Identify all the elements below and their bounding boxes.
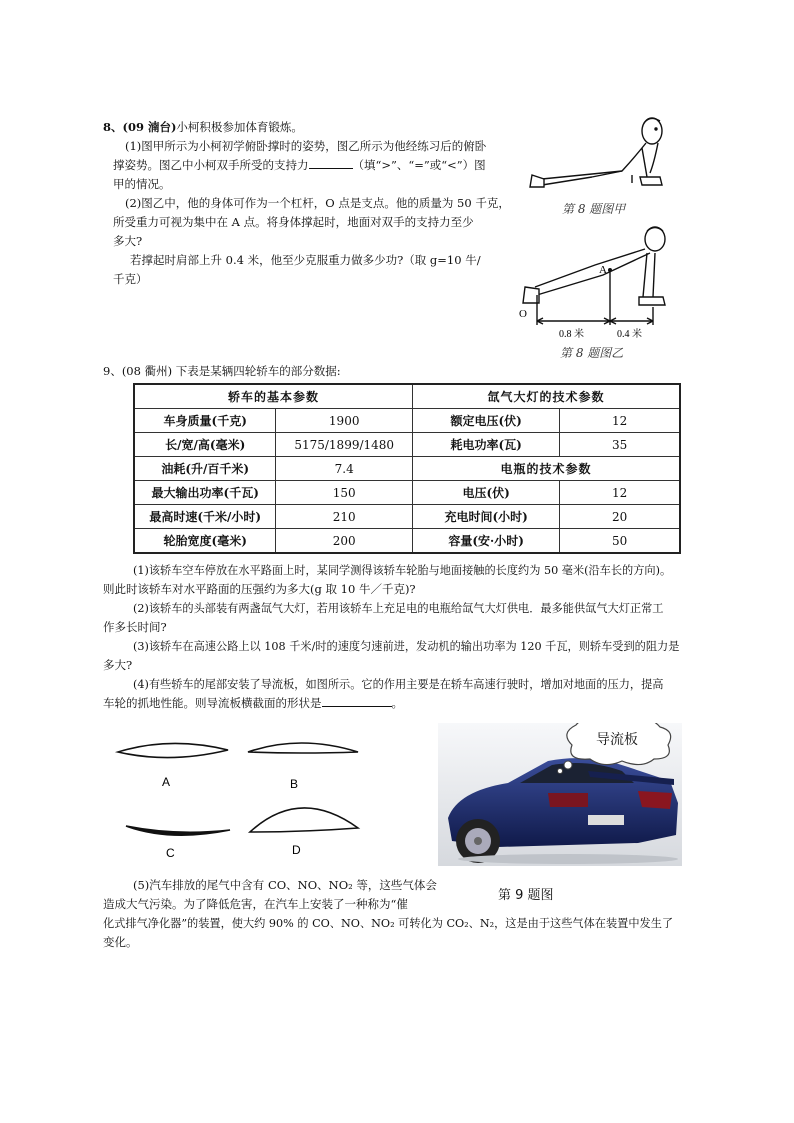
q8-part1-line2a: 撑姿势。图乙中小柯双手所受的支持力 — [113, 158, 309, 172]
q9-sub5-line4: 变化。 — [103, 935, 138, 949]
shape-label-b: B — [290, 777, 299, 791]
table-cell: 最高时速(千米/小时) — [134, 505, 276, 529]
table-cell: 12 — [560, 409, 680, 433]
table-cell: 5175/1899/1480 — [276, 433, 413, 457]
q8-figure-b-label-o: O — [519, 308, 527, 320]
table-header-lamp: 氙气大灯的技术参数 — [412, 384, 680, 409]
q8-figure-a-caption: 第 8 题图甲 — [562, 202, 626, 216]
q9-car-photo — [438, 723, 682, 866]
table-cell: 12 — [560, 481, 680, 505]
table-cell: 充电时间(小时) — [412, 505, 559, 529]
q8-heading — [103, 118, 303, 137]
q8-figure-b-caption: 第 8 题图乙 — [560, 346, 624, 360]
q9-sub5-line2: 造成大气污染。为了降低危害，在汽车上安装了一种称为“催 — [103, 897, 408, 911]
q8-figure-b — [515, 225, 675, 343]
bubble-label: 导流板 — [596, 732, 638, 748]
q9-sub4-line2 — [103, 694, 403, 713]
q9-sub2-line1: (2)该轿车的头部装有两盏氙气大灯，若用该轿车上充足电的电瓶给氙气大灯供电．最多能供氙气大灯正常工 — [133, 602, 664, 615]
table-cell: 耗电功率(瓦) — [412, 433, 559, 457]
table-cell: 200 — [276, 529, 413, 554]
table-row — [134, 433, 680, 457]
table-row — [134, 529, 680, 554]
table-row — [134, 384, 680, 409]
table-cell: 35 — [560, 433, 680, 457]
q8-figure-a — [522, 113, 672, 193]
table-header-battery: 电瓶的技术参数 — [412, 457, 680, 481]
table-row — [134, 481, 680, 505]
q8-part2-line2: 所受重力可视为集中在 A 点。将身体撑起时，地面对双手的支持力至少 — [113, 215, 474, 229]
table-cell: 电压(伏) — [412, 481, 559, 505]
table-cell: 最大输出功率(千瓦) — [134, 481, 276, 505]
q9-sub4-line1: (4)有些轿车的尾部安装了导流板，如图所示。它的作用主要是在轿车高速行驶时，增加对地面的压力，提高 — [133, 678, 664, 691]
q9-shapes-figure — [110, 730, 390, 865]
table-row — [134, 409, 680, 433]
table-cell: 车身质量(千克) — [134, 409, 276, 433]
table-cell: 150 — [276, 481, 413, 505]
q9-answer-blank[interactable] — [322, 694, 392, 707]
shape-d — [250, 808, 358, 832]
q9-sub4-line2b: 。 — [391, 696, 403, 710]
table-cell: 20 — [560, 505, 680, 529]
table-cell: 50 — [560, 529, 680, 554]
shape-c — [126, 826, 230, 835]
q8-number: 8、(09 湳台) — [103, 120, 177, 134]
q8-figure-b-dim2: 0.4 米 — [617, 329, 642, 340]
shape-b — [248, 743, 358, 753]
table-row — [134, 457, 680, 481]
q8-part3-line1: 若撑起时肩部上升 0.4 米，他至少克服重力做多少功?（取 g=10 牛/ — [130, 253, 481, 267]
q9-sub4-line2a: 车轮的抓地性能。则导流板横截面的形状是 — [103, 696, 322, 710]
q8-answer-blank[interactable] — [309, 156, 353, 169]
table-cell: 容量(安·小时) — [412, 529, 559, 554]
table-cell: 7.4 — [276, 457, 413, 481]
q8-figure-b-label-a: A — [599, 264, 607, 276]
shape-a — [118, 743, 228, 757]
q8-part1-line2 — [113, 156, 486, 175]
q9-sub5-line3: 化式排气净化器”的装置，使大约 90% 的 CO、NO、NO₂ 可转化为 CO₂、N₂，这是由于这些气体在装置中发生了 — [103, 917, 674, 930]
q8-figure-b-dim1: 0.8 米 — [559, 329, 584, 340]
table-cell: 油耗(升/百千米) — [134, 457, 276, 481]
table-row — [134, 505, 680, 529]
q9-sub5-line1: (5)汽车排放的尾气中含有 CO、NO、NO₂ 等，这些气体会 — [133, 878, 437, 892]
table-header-car: 轿车的基本参数 — [134, 384, 412, 409]
q8-part1-line2b: （填“>”、“=”或“<”）图 — [352, 158, 486, 172]
table-cell: 轮胎宽度(毫米) — [134, 529, 276, 554]
q9-figure-caption: 第 9 题图 — [498, 888, 554, 903]
shape-label-a: A — [162, 775, 171, 789]
shape-label-c: C — [166, 846, 175, 860]
q9-sub1-line1: (1)该轿车空车停放在水平路面上时，某同学测得该轿车轮胎与地面接触的长度约为 50 毫米(沿车长的方向)。 — [133, 564, 672, 577]
q9-sub2-line2: 作多长时间? — [103, 620, 167, 634]
table-cell: 1900 — [276, 409, 413, 433]
q8-part1-line3: 甲的情况。 — [113, 177, 171, 191]
q8-heading-text: 小柯积极参加体育锻炼。 — [176, 120, 303, 134]
shape-label-d: D — [292, 843, 301, 857]
table-cell: 210 — [276, 505, 413, 529]
q9-intro: 9、(08 衢州) 下表是某辆四轮轿车的部分数据: — [103, 364, 341, 378]
q9-sub3-line1: (3)该轿车在高速公路上以 108 千米/时的速度匀速前进，发动机的输出功率为 120 千瓦，则轿车受到的阻力是 — [133, 640, 680, 653]
q8-part3-line2: 千克） — [113, 272, 148, 286]
q8-part2-line3: 多大? — [113, 234, 143, 248]
q9-spec-table — [133, 383, 681, 554]
q8-part2-line1: (2)图乙中，他的身体可作为一个杠杆，O 点是支点。他的质量为 50 千克， — [125, 196, 510, 210]
table-cell: 长/宽/高(毫米) — [134, 433, 276, 457]
q9-sub1-line2: 则此时该轿车对水平路面的压强约为多大(g 取 10 牛／千克)? — [103, 582, 416, 596]
table-cell: 额定电压(伏) — [412, 409, 559, 433]
q8-part1-line1: (1)图甲所示为小柯初学俯卧撑时的姿势，图乙所示为他经练习后的俯卧 — [125, 139, 487, 153]
q9-sub3-line2: 多大? — [103, 658, 133, 672]
